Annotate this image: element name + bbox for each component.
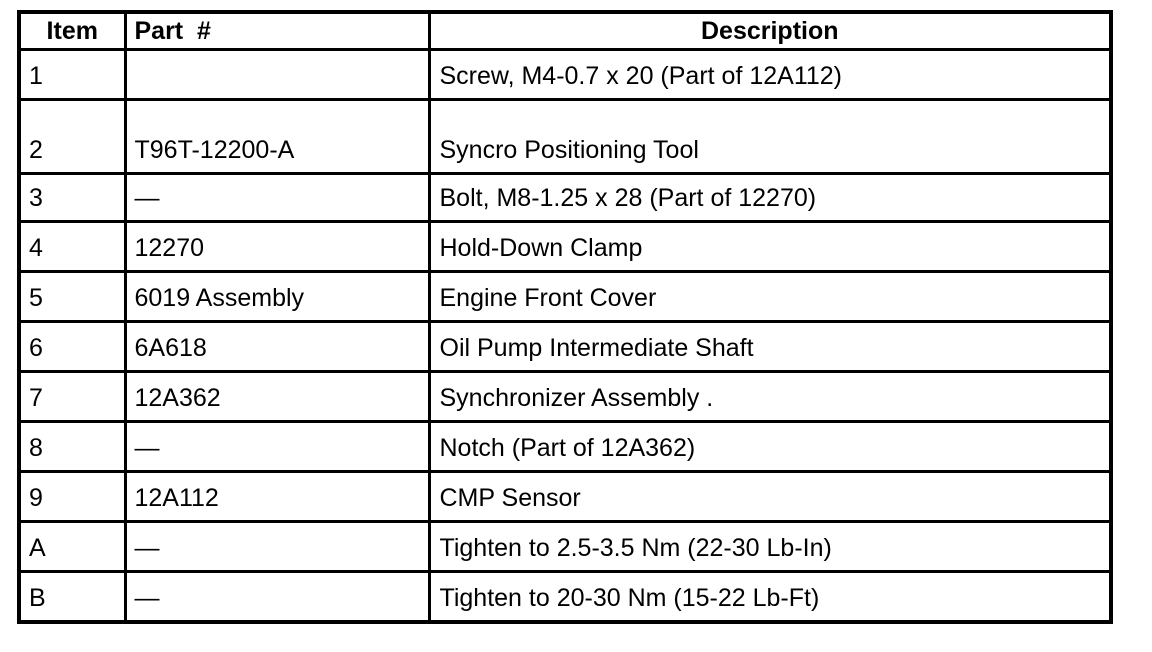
- table-row: [19, 174, 1111, 222]
- cell-item: 5: [19, 272, 125, 322]
- cell-item: 8: [19, 422, 125, 472]
- header-description: Description: [429, 12, 1111, 50]
- cell-description: Hold-Down Clamp: [429, 222, 1111, 272]
- cell-description: Tighten to 20-30 Nm (15-22 Lb-Ft): [429, 572, 1111, 623]
- cell-item: 4: [19, 222, 125, 272]
- cell-item: 6: [19, 322, 125, 372]
- table-row: [19, 422, 1111, 472]
- cell-part: T96T-12200-A: [125, 100, 429, 174]
- table-row: [19, 272, 1111, 322]
- cell-part: —: [125, 572, 429, 623]
- cell-description: Screw, M4-0.7 x 20 (Part of 12A112): [429, 50, 1111, 100]
- table-row: [19, 100, 1111, 174]
- table-row: [19, 222, 1111, 272]
- cell-item: 3: [19, 174, 125, 222]
- cell-item: A: [19, 522, 125, 572]
- header-item: Item: [19, 12, 125, 50]
- cell-part: —: [125, 522, 429, 572]
- cell-item: 2: [19, 100, 125, 174]
- table-row: [19, 322, 1111, 372]
- header-part-number: Part #: [125, 12, 429, 50]
- table-row: [19, 572, 1111, 623]
- cell-item: 1: [19, 50, 125, 100]
- table-row: [19, 472, 1111, 522]
- cell-item: 9: [19, 472, 125, 522]
- cell-item: B: [19, 572, 125, 623]
- cell-part: 12A362: [125, 372, 429, 422]
- cell-description: Bolt, M8-1.25 x 28 (Part of 12270): [429, 174, 1111, 222]
- parts-table: [17, 10, 1113, 624]
- cell-part: —: [125, 174, 429, 222]
- cell-description: Notch (Part of 12A362): [429, 422, 1111, 472]
- cell-item: 7: [19, 372, 125, 422]
- cell-part: 6019 Assembly: [125, 272, 429, 322]
- cell-part: 12270: [125, 222, 429, 272]
- table-header-row: [19, 12, 1111, 50]
- cell-part: 12A112: [125, 472, 429, 522]
- table-row: [19, 50, 1111, 100]
- table-row: [19, 522, 1111, 572]
- cell-description: Tighten to 2.5-3.5 Nm (22-30 Lb-In): [429, 522, 1111, 572]
- cell-description: Engine Front Cover: [429, 272, 1111, 322]
- cell-description: Syncro Positioning Tool: [429, 100, 1111, 174]
- cell-description: Synchronizer Assembly .: [429, 372, 1111, 422]
- table-row: [19, 372, 1111, 422]
- cell-description: Oil Pump Intermediate Shaft: [429, 322, 1111, 372]
- cell-description: CMP Sensor: [429, 472, 1111, 522]
- cell-part: —: [125, 422, 429, 472]
- cell-part: [125, 50, 429, 100]
- cell-part: 6A618: [125, 322, 429, 372]
